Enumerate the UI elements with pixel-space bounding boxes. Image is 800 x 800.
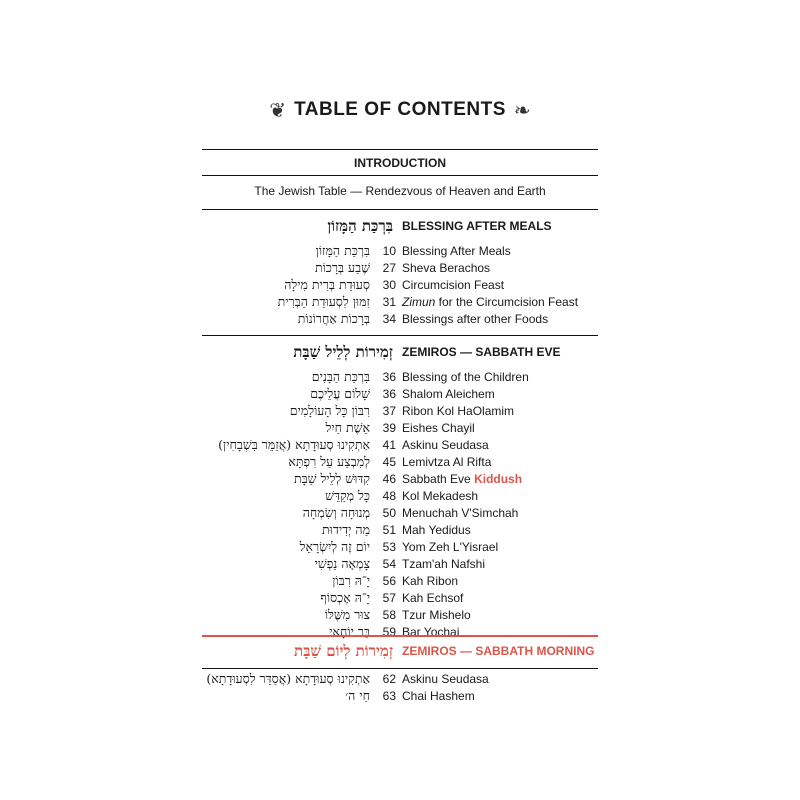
entry-english: Kah Ribon — [402, 574, 459, 588]
entry-english: Askinu Seudasa — [402, 672, 489, 686]
entry-page-number: 27 — [382, 261, 396, 275]
entry-english-italic: Zimun — [402, 295, 436, 309]
entry-page-number: 36 — [382, 370, 396, 384]
section-english-title: ZEMIROS — SABBATH MORNING — [402, 644, 595, 658]
entry-page-number: 45 — [382, 455, 396, 469]
toc-entry[interactable] — [0, 522, 800, 539]
entry-page-number: 58 — [382, 608, 396, 622]
entry-hebrew: לְמִבְצַע עַל רִפְתָּא — [288, 454, 370, 469]
entry-english: Shalom Aleichem — [402, 387, 495, 401]
toc-entry[interactable] — [0, 260, 800, 277]
entry-hebrew: סְעוּדַת בְּרִית מִילָה — [284, 277, 370, 292]
entry-english: Chai Hashem — [402, 689, 475, 703]
right-ornament-icon: ❧ — [513, 98, 531, 122]
toc-entry[interactable] — [0, 294, 800, 311]
introduction-entry: The Jewish Table — Rendezvous of Heaven and Earth — [254, 184, 546, 198]
divider — [202, 668, 598, 669]
entry-hebrew: אֵשֶׁת חַיִל — [325, 420, 370, 435]
entry-hebrew: אַתְקִינוּ סְעוּדָתָא (אֲסַדֵּר לִסְעוּדָתָא) — [206, 671, 370, 686]
entry-page-number: 41 — [382, 438, 396, 452]
entry-english — [402, 472, 522, 486]
entry-hebrew: אַתְקִינוּ סְעוּדָתָא (אֲזַמֵּר בִּשְׁבָחִין) — [218, 437, 370, 452]
toc-entry[interactable] — [0, 277, 800, 294]
toc-entry[interactable] — [0, 539, 800, 556]
entry-english-highlight: Kiddush — [474, 472, 523, 486]
entry-english: Eishes Chayil — [402, 421, 475, 435]
entry-english: Bar Yochai — [402, 625, 460, 639]
entry-hebrew: בַּר יוֹחָאי — [329, 624, 370, 639]
entry-page-number: 57 — [382, 591, 396, 605]
entry-english: Blessings after other Foods — [402, 312, 549, 326]
entry-english: Lemivtza Al Rifta — [402, 455, 492, 469]
entry-page-number: 36 — [382, 387, 396, 401]
entry-hebrew: בִּרְכַּת הַבָּנִים — [311, 369, 370, 384]
divider-accent — [202, 635, 598, 637]
entry-english-rest: for the Circumcision Feast — [435, 295, 579, 309]
entry-hebrew: חַי ה׳ — [345, 688, 370, 703]
entry-hebrew: שָׁלוֹם עֲלֵיכֶם — [310, 386, 370, 401]
toc-entry[interactable] — [0, 624, 800, 641]
entry-page-number: 53 — [382, 540, 396, 554]
entry-hebrew: זִמּוּן לִסְעוּדַת הַבְּרִית — [277, 294, 370, 309]
entry-english: Tzam'ah Nafshi — [402, 557, 485, 571]
entry-english: Sheva Berachos — [402, 261, 491, 275]
entry-page-number: 56 — [382, 574, 396, 588]
title-text: TABLE OF CONTENTS — [294, 99, 506, 120]
entry-page-number: 50 — [382, 506, 396, 520]
entry-hebrew: בְּרָכוֹת אַחֲרוֹנוֹת — [297, 311, 370, 326]
toc-entry[interactable] — [0, 471, 800, 488]
entry-english: Ribon Kol HaOlamim — [402, 404, 515, 418]
entry-english: Kol Mekadesh — [402, 489, 479, 503]
toc-entry[interactable] — [0, 386, 800, 403]
entry-english — [402, 295, 578, 309]
entry-page-number: 48 — [382, 489, 396, 503]
section-english-title: ZEMIROS — SABBATH EVE — [402, 345, 561, 359]
toc-entry[interactable] — [0, 437, 800, 454]
toc-entry[interactable] — [0, 369, 800, 386]
entry-page-number: 54 — [382, 557, 396, 571]
entry-english: Tzur Mishelo — [402, 608, 471, 622]
entry-page-number: 59 — [382, 625, 396, 639]
section-heading — [202, 642, 598, 662]
entry-english: Mah Yedidus — [402, 523, 471, 537]
toc-entry[interactable] — [0, 420, 800, 437]
entry-hebrew: צוּר מִשֶּׁלּוֹ — [324, 607, 370, 622]
entry-hebrew: מַה יְדִידוּת — [322, 522, 370, 537]
entry-hebrew: כָּל מְקַדֵּשׁ — [325, 488, 370, 503]
toc-entry[interactable] — [0, 454, 800, 471]
toc-entry[interactable] — [0, 505, 800, 522]
entry-hebrew: יוֹם זֶה לְיִשְׂרָאֵל — [299, 539, 370, 554]
entry-english: Menuchah V'Simchah — [402, 506, 519, 520]
entry-page-number: 46 — [382, 472, 396, 486]
entry-page-number: 31 — [382, 295, 396, 309]
section-english-title: BLESSING AFTER MEALS — [402, 219, 552, 233]
toc-entry[interactable] — [0, 607, 800, 624]
entry-page-number: 63 — [382, 689, 396, 703]
entry-hebrew: מְנוּחָה וְשִׂמְחָה — [302, 505, 370, 520]
page-title — [0, 98, 800, 122]
entry-english: Kah Echsof — [402, 591, 464, 605]
toc-entry[interactable] — [0, 688, 800, 705]
entry-page-number: 10 — [382, 244, 396, 258]
toc-entry[interactable] — [0, 311, 800, 328]
left-ornament-icon: ❦ — [269, 98, 287, 122]
entry-hebrew: יָ־הּ אֶכְסוֹף — [320, 590, 370, 605]
section-hebrew-title: זְמִירוֹת לְיוֹם שַׁבָּת — [294, 642, 393, 660]
toc-entry[interactable] — [0, 243, 800, 260]
entry-hebrew: יָ־הּ רִבּוֹן — [332, 573, 370, 588]
entry-hebrew: צָמְאָה נַפְשִׁי — [314, 556, 370, 571]
section-hebrew-title: זְמִירוֹת לְלֵיל שַׁבָּת — [293, 343, 393, 361]
entry-hebrew: קִדּוּשׁ לְלֵיל שַׁבָּת — [293, 471, 370, 486]
entry-english: Askinu Seudasa — [402, 438, 489, 452]
toc-entry[interactable] — [0, 573, 800, 590]
entry-hebrew: רִבּוֹן כָּל הָעוֹלָמִים — [289, 403, 370, 418]
toc-entry[interactable] — [0, 556, 800, 573]
entry-page-number: 62 — [382, 672, 396, 686]
divider — [202, 175, 598, 176]
entry-english: Circumcision Feast — [402, 278, 505, 292]
toc-entry[interactable] — [0, 488, 800, 505]
introduction-heading: INTRODUCTION — [354, 156, 446, 170]
entry-page-number: 51 — [382, 523, 396, 537]
divider — [202, 149, 598, 150]
divider — [202, 209, 598, 210]
entry-english: Yom Zeh L'Yisrael — [402, 540, 499, 554]
section-heading — [202, 217, 598, 237]
section-heading — [202, 343, 598, 363]
entry-page-number: 37 — [382, 404, 396, 418]
entry-hebrew: שֶׁבַע בְּרָכוֹת — [314, 260, 370, 275]
toc-entry[interactable] — [0, 403, 800, 420]
toc-entry[interactable] — [0, 671, 800, 688]
entry-page-number: 30 — [382, 278, 396, 292]
divider — [202, 335, 598, 336]
section-hebrew-title: בִּרְכַּת הַמָּזוֹן — [327, 217, 393, 235]
entry-hebrew: בִּרְכַּת הַמָּזוֹן — [315, 243, 370, 258]
entry-english-rest: Sabbath Eve — [402, 472, 475, 486]
entry-page-number: 39 — [382, 421, 396, 435]
entry-english: Blessing of the Children — [402, 370, 529, 384]
entry-english: Blessing After Meals — [402, 244, 511, 258]
toc-entry[interactable] — [0, 590, 800, 607]
entry-page-number: 34 — [382, 312, 396, 326]
